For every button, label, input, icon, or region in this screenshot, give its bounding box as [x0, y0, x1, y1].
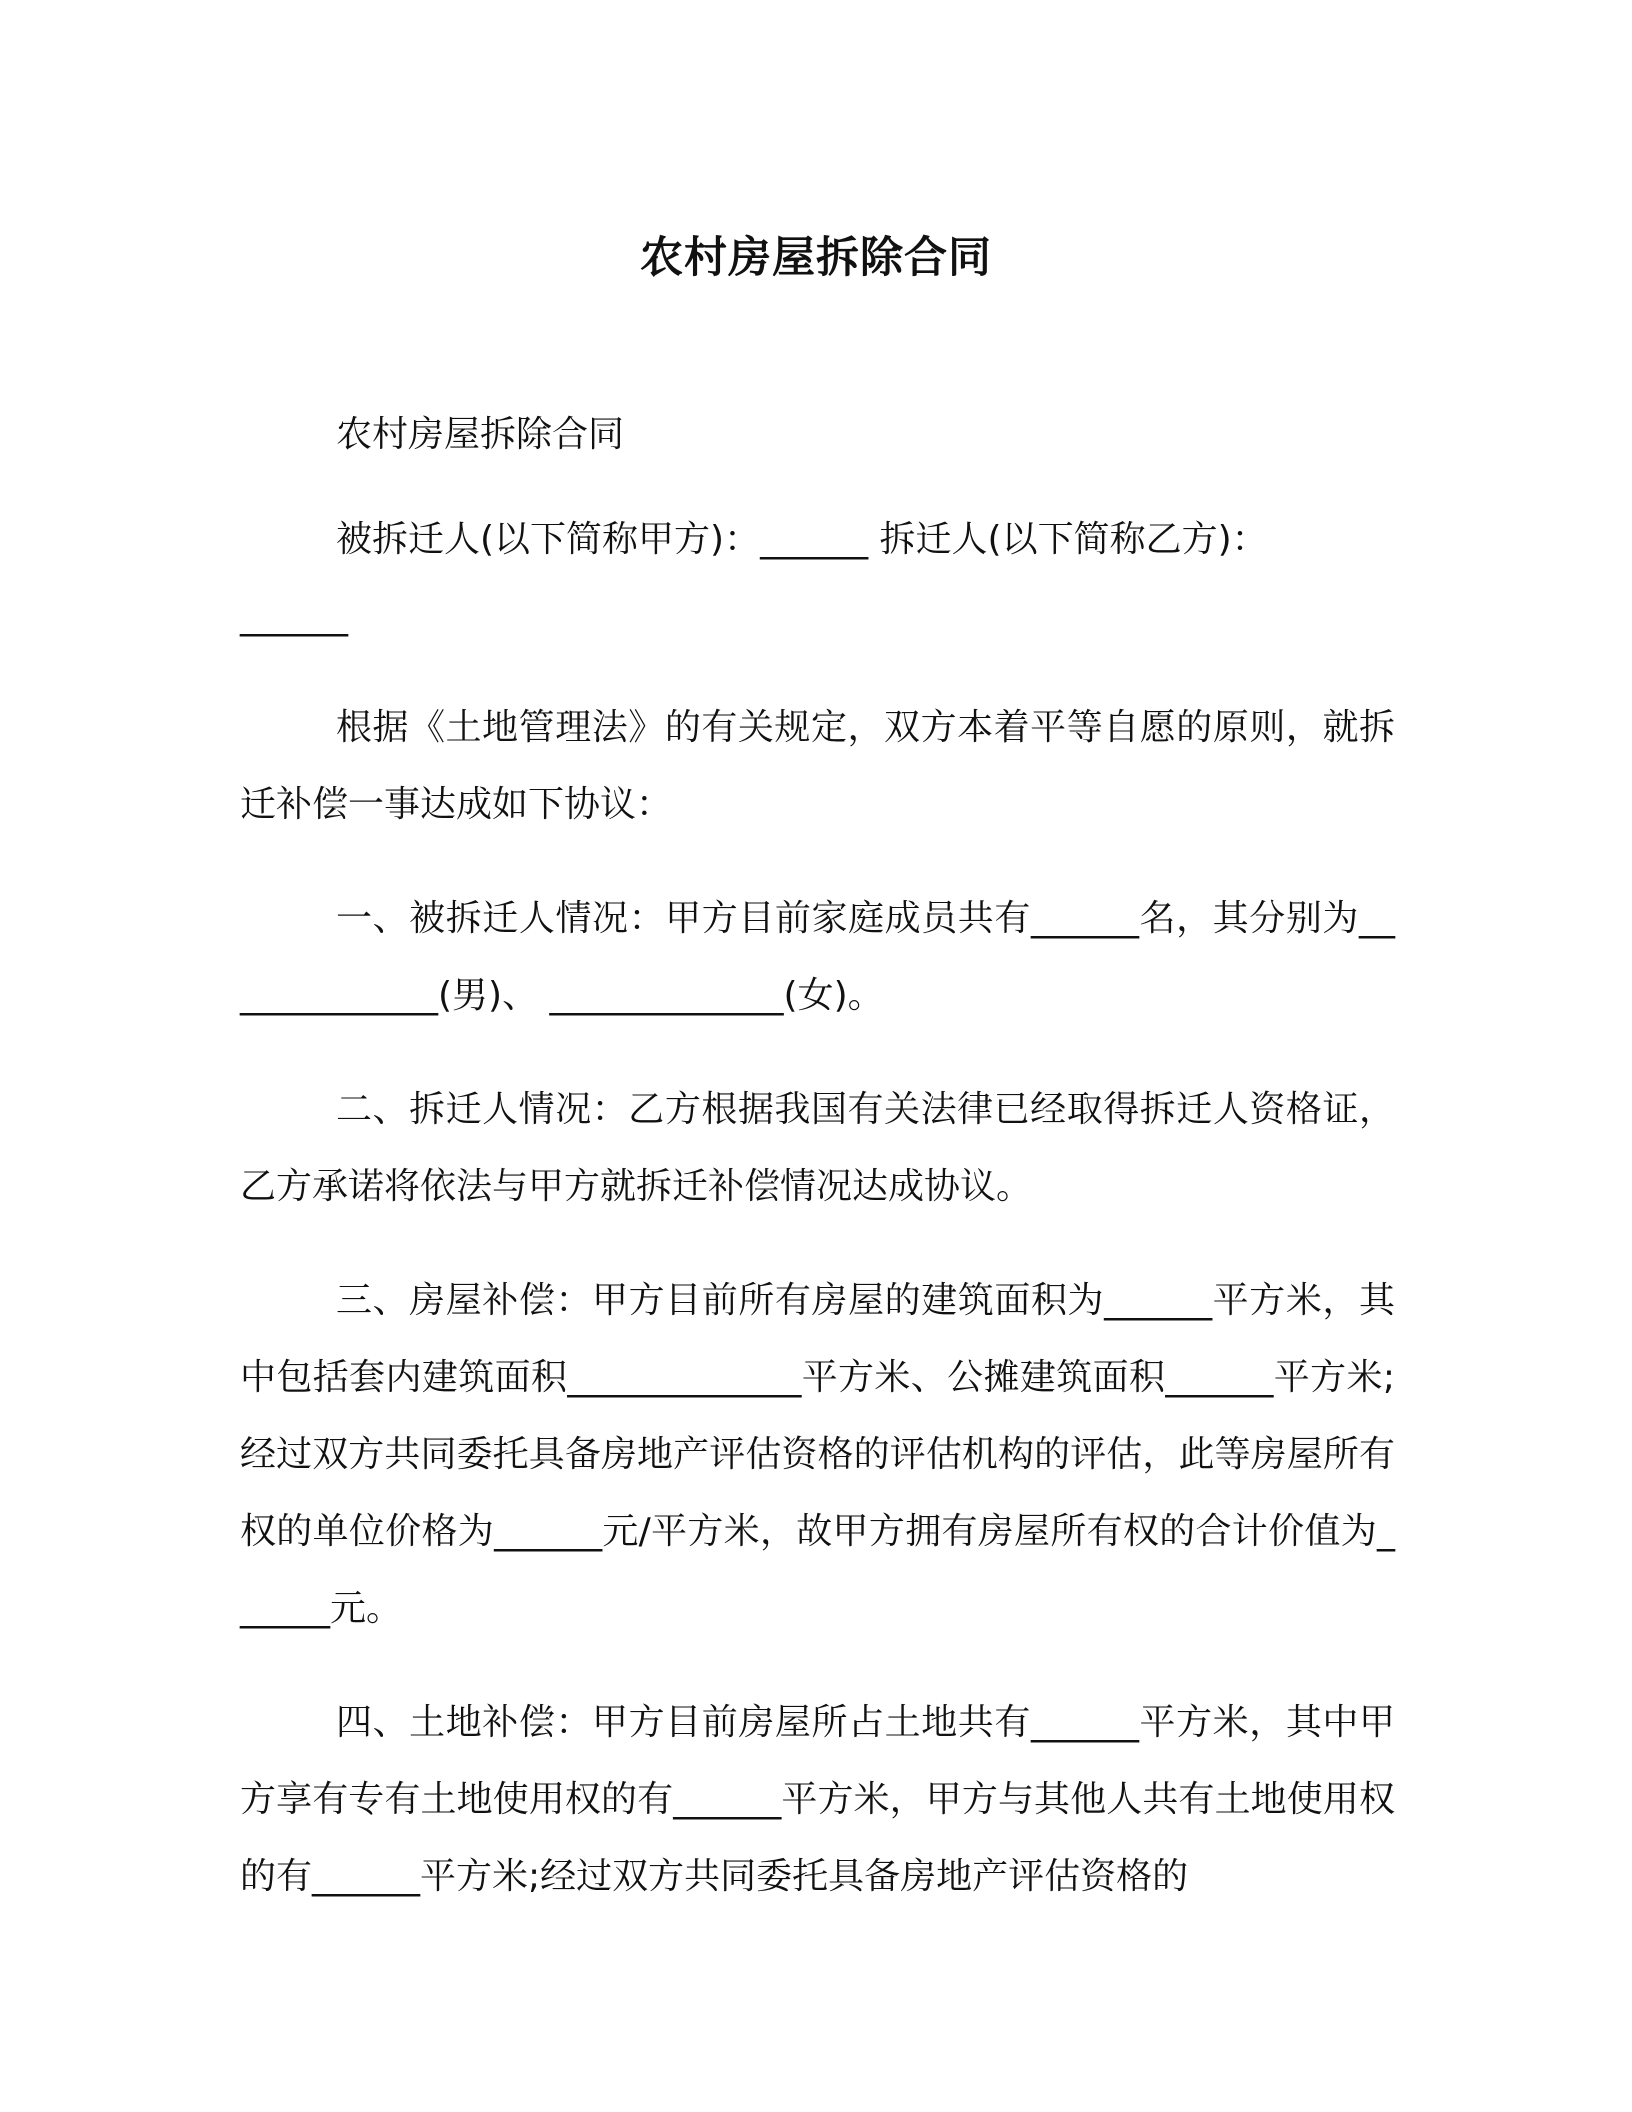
- clause-2-paragraph: 二、拆迁人情况：乙方根据我国有关法律已经取得拆迁人资格证，乙方承诺将依法与甲方就拆迁补偿情况达成协议。: [240, 1089, 1395, 1207]
- clause-3-paragraph: 三、房屋补偿：甲方目前所有房屋的建筑面积为______平方米，其中包括套内建筑面积_____________平方米、公摊建筑面积______平方米;经过双方共同委托具备房地产评估资格的评估机构的评估，此等房屋所有权的单位价格为______元/平方米，故甲方拥有房屋所有权的合计价值为______元。: [240, 1280, 1395, 1629]
- document-title: 农村房屋拆除合同: [640, 233, 992, 283]
- clause-1-paragraph: 一、被拆迁人情况：甲方目前家庭成员共有______名，其分别为_____________(男)、 _____________(女)。: [240, 898, 1395, 1016]
- clause-4-paragraph: 四、土地补偿：甲方目前房屋所占土地共有______平方米，其中甲方享有专有土地使用权的有______平方米，甲方与其他人共有土地使用权的有______平方米;经过双方共同委托具备房地产评估资格的: [240, 1702, 1395, 1897]
- document-body: [240, 396, 1395, 1952]
- parties-paragraph: 被拆迁人(以下简称甲方)：______ 拆迁人(以下简称乙方)：: [336, 519, 1268, 560]
- parties-blank-line: ______: [240, 596, 348, 637]
- subtitle-paragraph: 农村房屋拆除合同: [336, 414, 625, 455]
- preamble-paragraph: 根据《土地管理法》的有关规定，双方本着平等自愿的原则，就拆迁补偿一事达成如下协议：: [240, 707, 1395, 825]
